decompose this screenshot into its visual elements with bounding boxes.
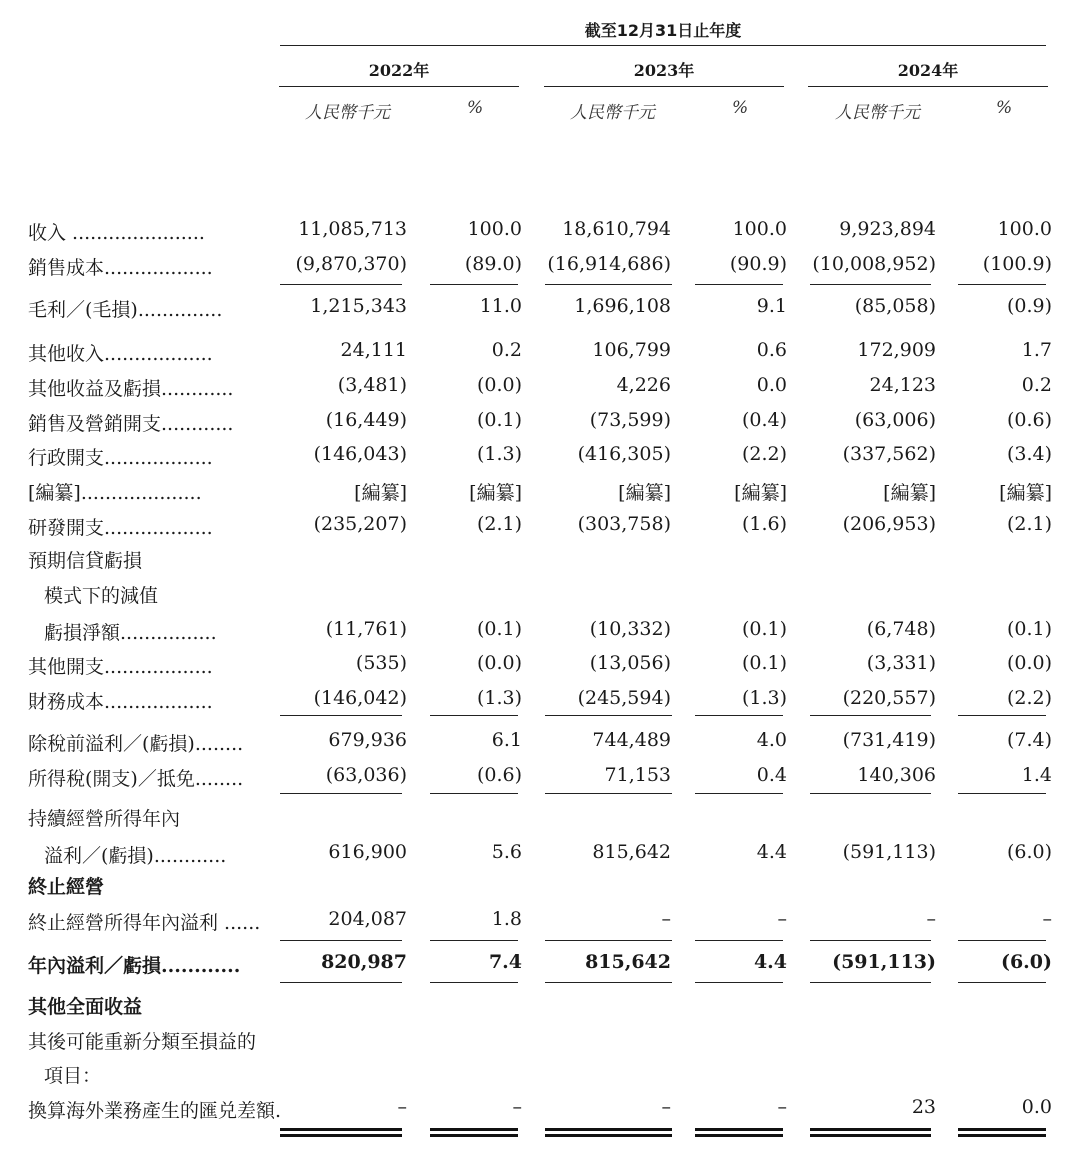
row-label: 年內溢利／虧損............ bbox=[28, 955, 241, 977]
row-label: 其他全面收益 bbox=[28, 996, 143, 1018]
table-cell: 24,123 bbox=[869, 374, 936, 396]
table-cell: (591,113) bbox=[842, 841, 936, 863]
subtotal-rule bbox=[695, 793, 783, 794]
table-cell: (245,594) bbox=[577, 687, 671, 709]
table-cell: 0.2 bbox=[1021, 374, 1052, 396]
table-cell: [編纂] bbox=[734, 482, 787, 504]
table-cell: (206,953) bbox=[842, 513, 936, 535]
table-cell: – bbox=[777, 908, 787, 930]
subtotal-rule bbox=[958, 982, 1046, 983]
unit-pct-2024: % bbox=[996, 98, 1013, 118]
row-label: 模式下的減值 bbox=[44, 585, 159, 607]
table-cell: (2.1) bbox=[476, 513, 522, 535]
table-cell: (0.4) bbox=[741, 409, 787, 431]
subtotal-rule bbox=[280, 793, 402, 794]
row-label: 終止經營所得年內溢利 ...... bbox=[28, 912, 261, 934]
table-cell: (85,058) bbox=[854, 295, 936, 317]
year-rule-2022 bbox=[279, 86, 519, 87]
table-cell: (9,870,370) bbox=[295, 253, 407, 275]
subtotal-rule bbox=[430, 284, 518, 285]
table-cell: (0.1) bbox=[1006, 618, 1052, 640]
table-cell: [編纂] bbox=[354, 482, 407, 504]
subtotal-rule bbox=[430, 982, 518, 983]
subtotal-rule bbox=[958, 940, 1046, 941]
row-label: 收入 ...................... bbox=[28, 222, 205, 244]
table-cell: (3.4) bbox=[1006, 443, 1052, 465]
subtotal-rule bbox=[958, 793, 1046, 794]
double-underline bbox=[545, 1128, 672, 1137]
subtotal-rule bbox=[695, 715, 783, 716]
table-cell: (1.6) bbox=[741, 513, 787, 535]
row-label: 所得稅(開支)／抵免........ bbox=[28, 768, 244, 790]
table-cell: (337,562) bbox=[842, 443, 936, 465]
table-cell: (1.3) bbox=[476, 687, 522, 709]
subtotal-rule bbox=[958, 284, 1046, 285]
row-label: 項目： bbox=[44, 1065, 102, 1087]
table-cell: – bbox=[777, 1096, 787, 1118]
table-cell: 815,642 bbox=[592, 841, 671, 863]
table-cell: 172,909 bbox=[857, 339, 936, 361]
table-cell: (16,449) bbox=[325, 409, 407, 431]
table-cell: (3,331) bbox=[866, 652, 936, 674]
table-cell: (2.2) bbox=[741, 443, 787, 465]
table-cell: (2.2) bbox=[1006, 687, 1052, 709]
table-cell: (535) bbox=[355, 652, 407, 674]
row-label: 除稅前溢利／(虧損)........ bbox=[28, 733, 244, 755]
table-cell: (731,419) bbox=[842, 729, 936, 751]
table-cell: (13,056) bbox=[589, 652, 671, 674]
table-cell: (100.9) bbox=[982, 253, 1052, 275]
table-cell: 4,226 bbox=[616, 374, 671, 396]
unit-pct-2022: % bbox=[467, 98, 484, 118]
table-cell: 4.4 bbox=[753, 951, 787, 973]
row-label: 虧損淨額................ bbox=[44, 622, 217, 644]
subtotal-rule bbox=[545, 940, 672, 941]
subtotal-rule bbox=[810, 982, 931, 983]
table-cell: 140,306 bbox=[857, 764, 936, 786]
subtotal-rule bbox=[545, 793, 672, 794]
table-cell: 820,987 bbox=[321, 951, 407, 973]
table-cell: 0.0 bbox=[756, 374, 787, 396]
row-label: 其他收入.................. bbox=[28, 343, 213, 365]
table-cell: [編纂] bbox=[999, 482, 1052, 504]
row-label: 溢利／(虧損)............ bbox=[44, 845, 227, 867]
table-cell: 1.8 bbox=[491, 908, 522, 930]
table-cell: (0.0) bbox=[476, 374, 522, 396]
double-underline bbox=[280, 1128, 402, 1137]
unit-amount-2023: 人民幣千元 bbox=[570, 103, 655, 123]
table-cell: (0.0) bbox=[476, 652, 522, 674]
table-cell: 1,696,108 bbox=[574, 295, 671, 317]
row-label: 銷售及營銷開支............ bbox=[28, 413, 234, 435]
row-label: 銷售成本.................. bbox=[28, 257, 213, 279]
year-2024: 2024年 bbox=[897, 61, 959, 80]
subtotal-rule bbox=[810, 940, 931, 941]
row-label: 行政開支.................. bbox=[28, 447, 213, 469]
table-cell: (10,008,952) bbox=[812, 253, 936, 275]
table-cell: (1.3) bbox=[741, 687, 787, 709]
table-cell: – bbox=[926, 908, 936, 930]
unit-amount-2024: 人民幣千元 bbox=[835, 103, 920, 123]
subtotal-rule bbox=[545, 284, 672, 285]
unit-amount-2022: 人民幣千元 bbox=[305, 103, 390, 123]
subtotal-rule bbox=[810, 715, 931, 716]
table-cell: 1.7 bbox=[1021, 339, 1052, 361]
table-cell: (7.4) bbox=[1006, 729, 1052, 751]
unit-pct-2023: % bbox=[732, 98, 749, 118]
table-cell: (89.0) bbox=[464, 253, 522, 275]
table-cell: (0.1) bbox=[476, 409, 522, 431]
double-underline bbox=[430, 1128, 518, 1137]
year-2023: 2023年 bbox=[633, 61, 695, 80]
table-cell: 0.4 bbox=[756, 764, 787, 786]
period-header: 截至12月31日止年度 bbox=[584, 21, 742, 40]
table-cell: 679,936 bbox=[328, 729, 407, 751]
row-label: 其後可能重新分類至損益的 bbox=[28, 1031, 257, 1053]
table-cell: (0.6) bbox=[1006, 409, 1052, 431]
table-cell: [編纂] bbox=[618, 482, 671, 504]
row-label: 財務成本.................. bbox=[28, 691, 213, 713]
table-cell: 106,799 bbox=[592, 339, 671, 361]
table-cell: 9,923,894 bbox=[839, 218, 936, 240]
double-underline bbox=[958, 1128, 1046, 1137]
table-cell: 815,642 bbox=[585, 951, 671, 973]
table-cell: (6.0) bbox=[1006, 841, 1052, 863]
table-cell: 4.4 bbox=[756, 841, 787, 863]
table-cell: (0.9) bbox=[1006, 295, 1052, 317]
subtotal-rule bbox=[430, 940, 518, 941]
subtotal-rule bbox=[280, 940, 402, 941]
table-cell: 100.0 bbox=[732, 218, 787, 240]
table-cell: (0.1) bbox=[741, 652, 787, 674]
row-label: 其他開支.................. bbox=[28, 656, 213, 678]
table-cell: 204,087 bbox=[328, 908, 407, 930]
table-cell: 100.0 bbox=[467, 218, 522, 240]
table-cell: (16,914,686) bbox=[547, 253, 671, 275]
row-label: 換算海外業務產生的匯兑差額. bbox=[28, 1100, 282, 1122]
subtotal-rule bbox=[810, 284, 931, 285]
table-cell: (0.0) bbox=[1006, 652, 1052, 674]
table-cell: 7.4 bbox=[488, 951, 522, 973]
table-cell: 5.6 bbox=[491, 841, 522, 863]
table-cell: (303,758) bbox=[577, 513, 671, 535]
table-cell: 100.0 bbox=[997, 218, 1052, 240]
table-cell: (3,481) bbox=[337, 374, 407, 396]
table-cell: (10,332) bbox=[589, 618, 671, 640]
row-label: 持續經營所得年內 bbox=[28, 808, 181, 830]
table-cell: 9.1 bbox=[756, 295, 787, 317]
table-cell: (1.3) bbox=[476, 443, 522, 465]
row-label: 研發開支.................. bbox=[28, 517, 213, 539]
table-cell: – bbox=[661, 1096, 671, 1118]
table-cell: (220,557) bbox=[842, 687, 936, 709]
table-cell: – bbox=[512, 1096, 522, 1118]
subtotal-rule bbox=[430, 793, 518, 794]
table-cell: (11,761) bbox=[325, 618, 407, 640]
table-cell: 0.6 bbox=[756, 339, 787, 361]
table-cell: 11,085,713 bbox=[298, 218, 407, 240]
table-cell: 11.0 bbox=[479, 295, 522, 317]
subtotal-rule bbox=[545, 982, 672, 983]
table-cell: (90.9) bbox=[729, 253, 787, 275]
table-cell: (591,113) bbox=[832, 951, 936, 973]
table-cell: 0.0 bbox=[1021, 1096, 1052, 1118]
table-cell: (146,043) bbox=[313, 443, 407, 465]
table-cell: (73,599) bbox=[589, 409, 671, 431]
double-underline bbox=[695, 1128, 783, 1137]
table-cell: 616,900 bbox=[328, 841, 407, 863]
subtotal-rule bbox=[280, 982, 402, 983]
year-rule-2023 bbox=[544, 86, 784, 87]
subtotal-rule bbox=[280, 284, 402, 285]
year-rule-2024 bbox=[808, 86, 1048, 87]
row-label: [編纂].................... bbox=[28, 482, 202, 504]
double-underline bbox=[810, 1128, 931, 1137]
subtotal-rule bbox=[695, 284, 783, 285]
table-cell: 6.1 bbox=[491, 729, 522, 751]
subtotal-rule bbox=[810, 793, 931, 794]
row-label: 終止經營 bbox=[28, 876, 105, 898]
year-2022: 2022年 bbox=[368, 61, 430, 80]
table-cell: – bbox=[397, 1096, 407, 1118]
table-cell: [編纂] bbox=[469, 482, 522, 504]
subtotal-rule bbox=[695, 982, 783, 983]
table-cell: – bbox=[1042, 908, 1052, 930]
subtotal-rule bbox=[958, 715, 1046, 716]
table-cell: – bbox=[661, 908, 671, 930]
table-cell: 23 bbox=[911, 1096, 936, 1118]
row-label: 其他收益及虧損............ bbox=[28, 378, 234, 400]
table-cell: (235,207) bbox=[313, 513, 407, 535]
table-cell: (416,305) bbox=[577, 443, 671, 465]
table-cell: (6,748) bbox=[866, 618, 936, 640]
table-cell: 1.4 bbox=[1021, 764, 1052, 786]
subtotal-rule bbox=[695, 940, 783, 941]
table-cell: 0.2 bbox=[491, 339, 522, 361]
table-cell: 1,215,343 bbox=[310, 295, 407, 317]
row-label: 預期信貸虧損 bbox=[28, 550, 143, 572]
table-cell: 18,610,794 bbox=[562, 218, 671, 240]
subtotal-rule bbox=[280, 715, 402, 716]
header-rule bbox=[280, 45, 1046, 46]
subtotal-rule bbox=[430, 715, 518, 716]
subtotal-rule bbox=[545, 715, 672, 716]
row-label: 毛利／(毛損).............. bbox=[28, 299, 223, 321]
table-cell: (63,036) bbox=[325, 764, 407, 786]
table-cell: (63,006) bbox=[854, 409, 936, 431]
table-cell: (146,042) bbox=[313, 687, 407, 709]
table-cell: [編纂] bbox=[883, 482, 936, 504]
table-cell: 744,489 bbox=[592, 729, 671, 751]
table-cell: (0.1) bbox=[741, 618, 787, 640]
table-cell: 71,153 bbox=[604, 764, 671, 786]
table-cell: (6.0) bbox=[1000, 951, 1052, 973]
table-cell: (0.1) bbox=[476, 618, 522, 640]
table-cell: 24,111 bbox=[340, 339, 407, 361]
table-cell: (2.1) bbox=[1006, 513, 1052, 535]
table-cell: (0.6) bbox=[476, 764, 522, 786]
table-cell: 4.0 bbox=[756, 729, 787, 751]
